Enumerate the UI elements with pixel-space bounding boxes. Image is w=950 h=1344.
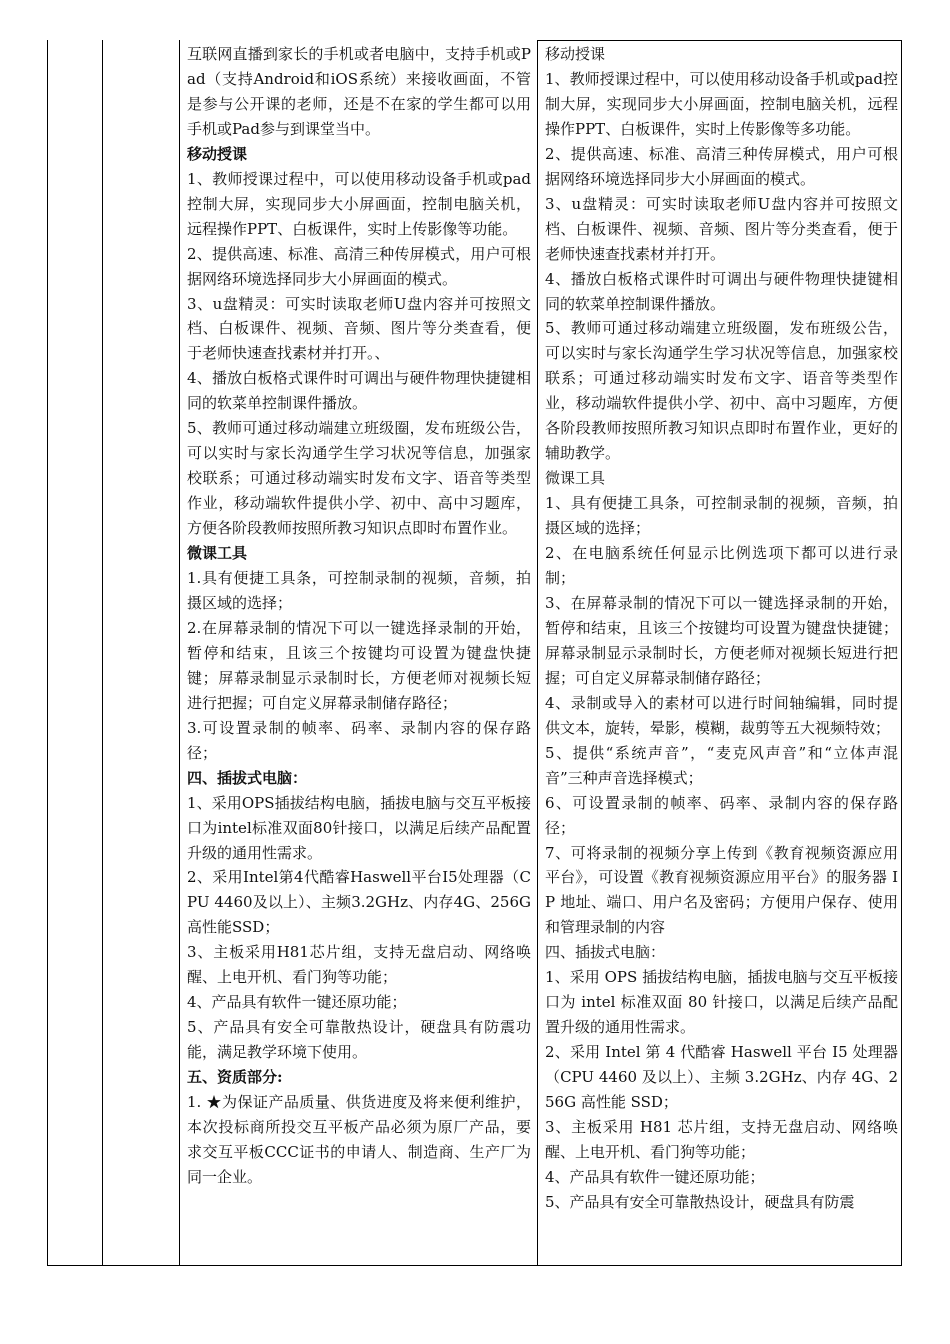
right-paragraph: 6、可设置录制的帧率、码率、录制内容的保存路径； xyxy=(545,793,898,837)
left-paragraph: 2、采用Intel第4代酷睿Haswell平台I5处理器（CPU 4460及以上）、主频3.2GHz、内存4G、256G 高性能SSD； xyxy=(187,868,531,937)
left-paragraph: 1. ★为保证产品质量、供货进度及将来便利维护，本次投标商所投交互平板产品必须为原厂产品，要求交互平板CCC证书的申请人、制造商、生产厂为同一企业。 xyxy=(187,1093,531,1186)
right-cell-border-top xyxy=(537,40,902,41)
right-paragraph: 7、可将录制的视频分享上传到《教育视频资源应用平台》，可设置《教育视频资源应用平台》的服务器 IP 地址、端口、用户名及密码；方便用户保存、使用和管理录制的内容 xyxy=(545,843,898,937)
left-paragraph: 3、u盘精灵：可实时读取老师U盘内容并可按照文档、白板课件、视频、音频、图片等分类查看，便于老师快速查找素材并打开。、 xyxy=(187,294,531,363)
left-paragraph: 1、采用OPS插拔结构电脑，插拔电脑与交互平板接口为intel标准双面80针接口，以满足后续产品配置升级的通用性需求。 xyxy=(187,793,531,862)
right-paragraph: 1、采用 OPS 插拔结构电脑，插拔电脑与交互平板接口为 intel 标准双面 80 针接口，以满足后续产品配置升级的通用性需求。 xyxy=(545,968,898,1037)
table-border-col2 xyxy=(179,40,180,1266)
left-paragraph: 2.在屏幕录制的情况下可以一键选择录制的开始，暂停和结束，且该三个按键均可设置为键盘快捷键；屏幕录制显示录制时长，方便老师对视频长短进行把握；可自定义屏幕录制储存路径； xyxy=(187,618,531,712)
left-paragraph: 5、教师可通过移动端建立班级圈，发布班级公告，可以实时与家长沟通学生学习状况等信息，加强家校联系；可通过移动端实时发布文字、语音等类型作业，移动端软件提供小学、初中、高中习题库，方便各阶段教师按照所教习知识点即时布置作业。 xyxy=(187,419,531,538)
table-border-right xyxy=(901,40,902,1266)
left-paragraph: 4、产品具有软件一键还原功能； xyxy=(187,993,407,1012)
right-paragraph: 5、教师可通过移动端建立班级圈，发布班级公告，可以实时与家长沟通学生学习状况等信息，加强家校联系；可通过移动端实时发布文字、语音等类型作业，移动端软件提供小学、初中、高中习题库，方便各阶段教师按照所教习知识点即时布置作业，更好的辅助教学。 xyxy=(545,319,898,463)
right-paragraph: 2、提供高速、标准、高清三种传屏模式，用户可根据网络环境选择同步大小屏画面的模式。 xyxy=(545,144,898,188)
left-heading: 四、插拔式电脑： xyxy=(187,768,308,787)
right-paragraph: 5、提供“系统声音”，“麦克风声音”和“立体声混音”三种声音选择模式； xyxy=(545,743,898,787)
table-border-col1 xyxy=(102,40,103,1266)
left-paragraph: 1、教师授课过程中，可以使用移动设备手机或pad控制大屏，实现同步大小屏画面，控制电脑关机，远程操作PPT、白板课件，实时上传影像等功能。 xyxy=(187,169,531,238)
right-paragraph: 1、教师授课过程中，可以使用移动设备手机或pad控制大屏，实现同步大小屏画面，控制电脑关机，远程操作PPT、白板课件，实时上传影像等多功能。 xyxy=(545,69,898,138)
right-paragraph: 微课工具 xyxy=(545,469,606,488)
left-heading: 五、资质部分: xyxy=(187,1068,283,1087)
left-paragraph: 互联网直播到家长的手机或者电脑中，支持手机或Pad（支持Android和iOS系统）来接收画面，不管是参与公开课的老师，还是不在家的学生都可以用手机或Pad参与到课堂当中。 xyxy=(187,45,531,138)
right-column-text xyxy=(545,42,898,1215)
left-paragraph: 2、提供高速、标准、高清三种传屏模式，用户可根据网络环境选择同步大小屏画面的模式。 xyxy=(187,244,531,288)
left-heading: 微课工具 xyxy=(187,544,248,563)
table-border-bottom xyxy=(47,1265,902,1266)
right-paragraph: 2、在电脑系统任何显示比例选项下都可以进行录制； xyxy=(545,544,898,588)
right-paragraph: 移动授课 xyxy=(545,45,606,63)
right-paragraph: 2、采用 Intel 第 4 代酷睿 Haswell 平台 I5 处理器（CPU 4460 及以上）、主频 3.2GHz、内存 4G、256G 高性能 SSD； xyxy=(545,1043,898,1112)
right-paragraph: 4、产品具有软件一键还原功能； xyxy=(545,1167,765,1186)
left-heading: 移动授课 xyxy=(187,144,248,163)
right-paragraph: 5、产品具有安全可靠散热设计，硬盘具有防震 xyxy=(545,1192,855,1211)
right-paragraph: 3、主板采用 H81 芯片组，支持无盘启动、网络唤醒、上电开机、看门狗等功能； xyxy=(545,1117,898,1161)
left-column-text xyxy=(187,42,531,1190)
table-border-left xyxy=(47,40,48,1266)
right-paragraph: 3、在屏幕录制的情况下可以一键选择录制的开始，暂停和结束，且该三个按键均可设置为键盘快捷键；屏幕录制显示录制时长，方便老师对视频长短进行把握；可自定义屏幕录制储存路径； xyxy=(545,593,898,687)
right-paragraph: 3、u盘精灵：可实时读取老师U盘内容并可按照文档、白板课件、视频、音频、图片等分类查看，便于老师快速查找素材并打开。 xyxy=(545,194,898,263)
right-paragraph: 四、插拔式电脑： xyxy=(545,943,666,962)
left-paragraph: 1.具有便捷工具条，可控制录制的视频，音频，拍摄区域的选择； xyxy=(187,569,531,612)
left-paragraph: 5、产品具有安全可靠散热设计，硬盘具有防震功能，满足教学环境下使用。 xyxy=(187,1018,531,1062)
right-paragraph: 1、具有便捷工具条，可控制录制的视频，音频，拍摄区域的选择； xyxy=(545,494,898,538)
table-border-col3 xyxy=(537,40,538,1266)
right-paragraph: 4、录制或导入的素材可以进行时间轴编辑，同时提供文本，旋转，晕影，模糊，裁剪等五大视频特效； xyxy=(545,693,898,737)
right-paragraph: 4、播放白板格式课件时可调出与硬件物理快捷键相同的软菜单控制课件播放。 xyxy=(545,269,898,313)
left-paragraph: 3、主板采用H81芯片组，支持无盘启动、网络唤醒、上电开机、看门狗等功能； xyxy=(187,943,531,987)
left-paragraph: 4、播放白板格式课件时可调出与硬件物理快捷键相同的软菜单控制课件播放。 xyxy=(187,369,531,413)
left-paragraph: 3.可设置录制的帧率、码率、录制内容的保存路径； xyxy=(187,718,531,762)
